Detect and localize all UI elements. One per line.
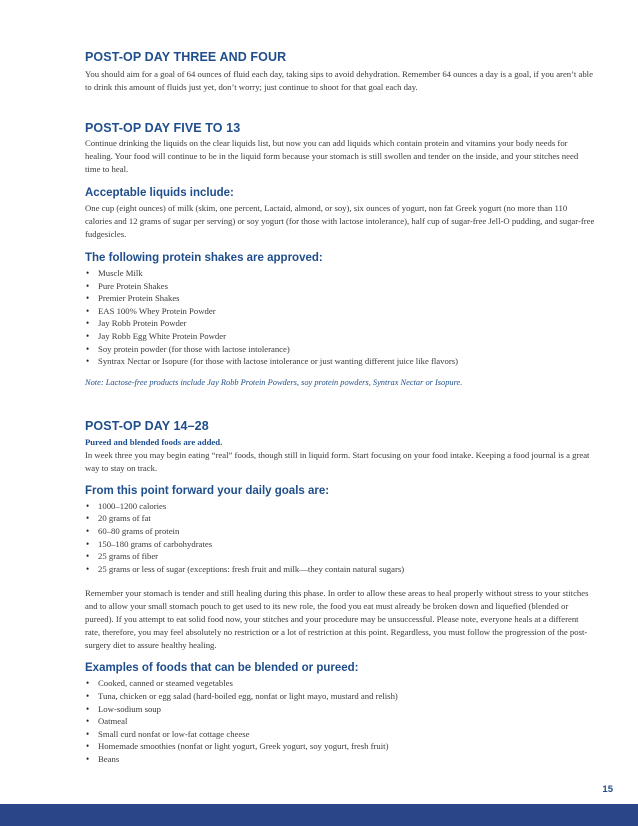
list-item: • Soy protein powder (for those with lactose intolerance)	[85, 343, 595, 356]
healing-paragraph: Remember your stomach is tender and still healing during this phase. In order to allow these areas to heal properly without stress to your stitches and to allow your small stomach pouch to get used to its new role, the food you eat must already be broken down and liquefied (blended or pureed). If you attempt to eat solid food now, your stitches and your procedure may be unsuccessful. Please note, everyone heals at a different rate, therefore, you may feel absolutely no restriction or a lot of restriction at this point. Regardless, you must follow the progression of the post-surgery diet to assure healthy healing.	[85, 588, 589, 651]
liquids-body: One cup (eight ounces) of milk (skim, one percent, Lactaid, almond, or soy), six ounces of yogurt, non fat Greek yogurt (no more than 110 calories and 12 grams of sugar per serving) or soy yogurt (for those with lactose intolerance), half cup of sugar-free Jell-O pudding, and sugar-free fudgesicles.	[85, 203, 595, 239]
list-item: • EAS 100% Whey Protein Powder	[85, 305, 595, 318]
page-number: 15	[602, 784, 613, 795]
foods-list	[85, 677, 595, 765]
shakes-list	[85, 267, 595, 368]
section-heading-day-14-28: POST-OP DAY 14–28	[85, 418, 209, 433]
section-body-day-five-13: Continue drinking the liquids on the clear liquids list, but now you can add liquids which contain protein and vitamins your body needs for healing. Your food will continue to be in the liquid form because your stomach is still swollen and tender on the inside, and your stitches need time to heal.	[85, 138, 579, 174]
list-item: • 1000–1200 calories	[85, 500, 595, 513]
footer-bar	[0, 804, 638, 826]
goals-list	[85, 500, 595, 576]
list-item: • Pure Protein Shakes	[85, 280, 595, 293]
list-item: • Beans	[85, 753, 595, 766]
section-heading-day-three-four: POST-OP DAY THREE AND FOUR	[85, 50, 287, 64]
list-item: • Syntrax Nectar or Isopure (for those with lactose intolerance or just wanting different juice like flavors)	[85, 355, 595, 368]
section-subheading-pureed: Pureed and blended foods are added.	[85, 436, 223, 447]
list-item: • 25 grams of fiber	[85, 550, 595, 563]
page-content	[85, 50, 595, 765]
list-item: • 20 grams of fat	[85, 512, 595, 525]
list-item: • Homemade smoothies (nonfat or light yogurt, Greek yogurt, soy yogurt, fresh fruit)	[85, 740, 595, 753]
list-item: • Cooked, canned or steamed vegetables	[85, 677, 595, 690]
lactose-free-note: Note: Lactose-free products include Jay Robb Protein Powders, soy protein powders, Syntrax Nectar or Isopure.	[85, 377, 463, 387]
section-heading-day-five-13: POST-OP DAY FIVE TO 13	[85, 121, 241, 135]
list-item: • Premier Protein Shakes	[85, 292, 595, 305]
list-item: • Muscle Milk	[85, 267, 595, 280]
shakes-heading: The following protein shakes are approved:	[85, 252, 323, 264]
list-item: • Oatmeal	[85, 715, 595, 728]
section-body-day-three-four: You should aim for a goal of 64 ounces of fluid each day, taking sips to avoid dehydration. Remember 64 ounces a day is a goal, if you aren’t able to drink this amount of fluids just yet, don’t worry; just continue to shoot for that goal each day.	[85, 69, 593, 92]
list-item: • Small curd nonfat or low-fat cottage cheese	[85, 728, 595, 741]
list-item: • Jay Robb Egg White Protein Powder	[85, 330, 595, 343]
list-item: • Tuna, chicken or egg salad (hard-boiled egg, nonfat or light mayo, mustard and relish)	[85, 690, 595, 703]
foods-heading: Examples of foods that can be blended or pureed:	[85, 662, 359, 675]
list-item: • Low-sodium soup	[85, 703, 595, 716]
list-item: • 150–180 grams of carbohydrates	[85, 538, 595, 551]
goals-heading: From this point forward your daily goals are:	[85, 484, 330, 497]
liquids-heading: Acceptable liquids include:	[85, 187, 234, 199]
list-item: • 60–80 grams of protein	[85, 525, 595, 538]
list-item: • Jay Robb Protein Powder	[85, 317, 595, 330]
section-intro-day-14-28: In week three you may begin eating “real” foods, though still in liquid form. Start focusing on your food intake. Keeping a food journal is a great way to stay on track.	[85, 449, 590, 473]
list-item: • 25 grams or less of sugar (exceptions: fresh fruit and milk—they contain natural sugars)	[85, 563, 595, 576]
